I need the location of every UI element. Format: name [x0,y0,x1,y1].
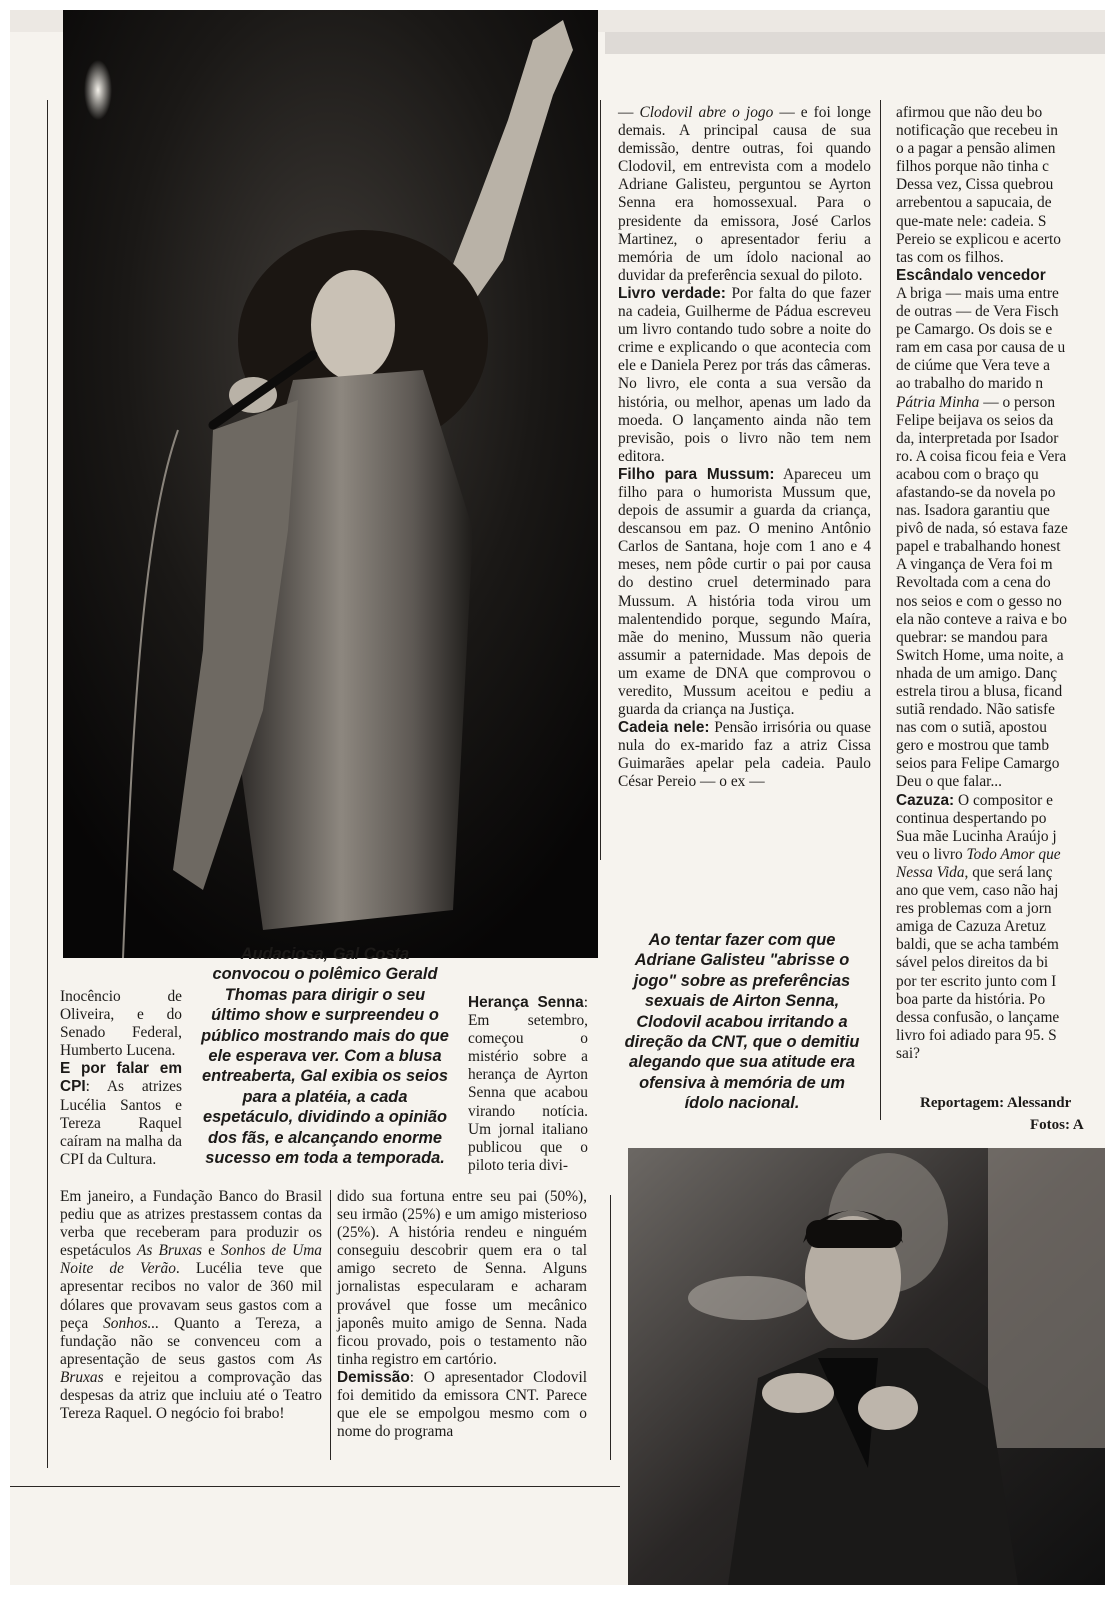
text-line: estrela tirou a blusa, ficand [896,683,1063,700]
play-title: Sonhos de Uma Noite de Verão [60,1242,322,1278]
paragraph-text: Apareceu um filho para o humorista Mussum que, depois de assumir a guarda da criança, descansou em paz. O menino Antônio Carlos de Santana, hoje com 1 ano e 4 meses, nem pôde curtir o pai por causa do destino cruel determinado para Mussum. A história toda virou um malentendido porque, segundo Maíra, mãe do menino, Mussum não queria assumir a paternidade. Mas depois de um exame de DNA que comprovou o veredito, Mussum aceitou e pediu a guarda da criança na Justiça. [618,465,871,719]
text-line: sutiã rendado. Não satisfe [896,701,1055,719]
clodovil-photo-caption: Ao tentar fazer com que Adriane Galisteu "abrisse o jogo" sobre as preferências sexuais de Airton Senna, Clodovil acabou irritando a direção da CNT, que o demitiu alegando que sua atitude era ofensiva à memória de um ídolo nacional. [624,931,860,1113]
column-rule [880,100,881,1120]
paragraph [618,285,871,466]
text-line: boa parte da história. Po [896,990,1046,1008]
paragraph [468,994,588,1175]
text: . Lucélia teve que apresentar recibos no valor de 360 mil dólares que provavam seus gastos com a peça [60,1260,322,1332]
book-title: Todo Amor que [966,845,1061,863]
column-rule [610,1195,611,1460]
text-line: quebrar: se mandou para [896,628,1048,646]
paragraph [618,719,871,791]
section-heading: Escândalo vencedor [896,266,1046,284]
section-heading: Cadeia nele: [618,719,710,737]
section-heading: Livro verdade: [618,284,726,302]
column-rule [330,1190,331,1460]
gal-photo-caption: Audaciosa, Gal Costa convocou o polêmico Gerald Thomas para dirigir o seu último show e surpreendeu o público mostrando mais do que ele esperava ver. Com a blusa entreaberta, Gal exibia os seios para a platéia, a cada espetáculo, dividindo a opinião dos fãs, e alcançando enorme sucesso em toda a temporada. [201,945,449,1168]
text-line: notificação que recebeu in [896,122,1058,140]
column-d-lines [896,882,1105,1063]
play-title: As Bruxas [60,1350,322,1386]
paragraph [337,1369,587,1441]
text: — o person [979,393,1056,411]
text: Quanto a Tereza, a fundação não se convenceu com a apresentação de seus gastos com [60,1314,322,1368]
text-line: afirmou que não deu bo [896,104,1043,121]
column-d-lines [896,285,1105,394]
text-line: dessa confusão, o lançame [896,1008,1060,1026]
paragraph-text: : Em setembro, começou o mistério sobre a herança de Ayrton Senna que acabou virando notícia. Um jornal italiano publicou que o piloto teria divi- [468,994,588,1174]
column-rule [47,100,48,1468]
novela-title: Pátria Minha [896,393,980,411]
text-line [896,864,1105,882]
text: veu o livro [896,845,967,863]
text-line: tas com os filhos. [896,248,1004,266]
text: , que será lanç [964,863,1053,881]
play-title: Sonhos... [103,1314,160,1332]
text-line [896,394,1105,412]
column-d [896,104,1105,1063]
text-line: acabou com o braço qu [896,465,1039,483]
text-line: da, interpretada por Isador [896,429,1059,447]
section-heading-line [896,267,1105,285]
text-line [896,792,1105,810]
text-line: Dessa vez, Cissa quebrou [896,176,1054,194]
text-line: papel e trabalhando honest [896,538,1061,556]
section-heading: Demissão [337,1368,410,1386]
paragraph-text: : As atrizes Lucélia Santos e Tereza Raquel caíram na malha da CPI da Cultura. [60,1078,182,1168]
text-line: seios para Felipe Camargo [896,755,1060,773]
paragraph [618,104,871,285]
text-line: Deu o que falar... [896,773,1002,791]
paragraph: dido sua fortuna entre seu pai (50%), seu irmão (25%) e um amigo misterioso (25%). A história rendeu e ninguém conseguiu descobrir quem era o tal amigo secreto de Senna. Alguns jornalistas especularam e acharam provável que fosse um mecânico japonês muito amigo de Senna. Nada ficou provado, pois o testamento não tinha registro em cartório. [337,1188,587,1368]
column-b-bottom [337,1188,587,1441]
section-heading: Filho para Mussum: [618,465,775,483]
text: O compositor e [954,791,1053,809]
text: — e foi longe demais. A principal causa de sua demissão, dentre outras, foi quando Clodovil, em entrevista com a modelo Adriane Galisteu, perguntou se Ayrton Senna era homossexual. Para o presidente da emissora, José Carlos Martinez, o apresentador feriu a memória de um ídolo nacional ao duvidar da preferência sexual do piloto. [618,104,871,284]
paragraph-text: Por falta do que fazer na cadeia, Guilherme de Pádua escreveu um livro contando tudo sobre a noite do crime e explicando o que acontecia com ele e Daniela Perez por trás das câmeras. No livro, ele conta a sua versão da história, ou melhor, apenas um lado da moeda. O lançamento ainda não tem previsão, pois o livro não tem nem editora. [618,284,871,465]
text-line: ro. A coisa ficou feia e Vera [896,447,1067,465]
text: e [202,1242,221,1260]
paragraph [60,1188,322,1423]
text-line: pe Camargo. Os dois se e [896,321,1053,339]
reportagem-credit: Reportagem: Alessandr [920,1095,1072,1111]
column-d-lines [896,104,1105,267]
column-rule [600,100,601,860]
paragraph [618,466,871,719]
column-a-wide [60,1188,322,1423]
text: — [618,104,640,121]
column-d-lines [896,412,1105,792]
paragraph-text: : O apresentador Clodovil foi demitido da emissora CNT. Parece que ele se empolgou mesmo com o nome do programa [337,1368,587,1441]
text-line: de outras — de Vera Fisch [896,303,1059,321]
column-d-lines [896,810,1105,846]
paragraph-text: Pensão irrisória ou quase nula do ex-marido faz a atriz Cissa Guimarães apelar pela cadeia. Paulo César Pereio — o ex — [618,719,871,791]
text-line: nas. Isadora garantiu que [896,502,1050,520]
clodovil-photo [628,1148,1105,1585]
text-line: ram em casa por causa de u [896,339,1066,357]
text-line [896,846,1105,864]
bottom-rule [10,1486,620,1487]
text-line: sai? [896,1044,920,1062]
fotos-credit: Fotos: A [1030,1117,1084,1133]
gal-costa-photo [63,10,598,958]
section-heading: Herança Senna [468,994,584,1011]
text-line: A briga — mais uma entre [896,284,1059,302]
book-title: Nessa Vida [896,863,965,881]
section-heading: E por falar em CPI [60,1060,182,1096]
program-title: Clodovil abre o jogo [639,104,774,121]
text: e rejeitou a comprovação das despesas da atriz que incluiu até o Teatro Tereza Raquel. O negócio foi brabo! [60,1368,322,1423]
text-line: que-mate nele: cadeia. S [896,212,1047,230]
text-line: ela não conteve a raiva e bo [896,610,1067,628]
text-line: ao trabalho do marido n [896,375,1044,393]
paragraph [60,1060,182,1169]
text-line: de ciúme que Vera teve a [896,357,1050,375]
text-line: Pereio se explicou e acerto [896,230,1061,248]
text-line: nhada de um amigo. Danç [896,664,1058,682]
text-line: o a pagar a pensão alimen [896,140,1056,158]
text-line: Switch Home, uma noite, a [896,646,1064,664]
top-band-right [605,32,1105,54]
text-line: filhos porque não tinha c [896,158,1050,176]
credits [890,1092,1105,1136]
text-line: gero e mostrou que tamb [896,737,1050,755]
text-line: Sua mãe Lucinha Araújo j [896,827,1057,845]
text-line: baldi, que se acha também [896,936,1059,954]
text-line: sável pelos direitos da bi [896,954,1049,972]
text-line: Felipe beijava os seios da [896,411,1054,429]
text-line: amiga de Cazuza Aretuz [896,918,1046,936]
section-heading: Cazuza: [896,791,955,809]
text-line: continua despertando po [896,809,1047,827]
text-line: por ter escrito junto com I [896,972,1057,990]
text-line: res problemas com a jorn [896,900,1052,918]
column-c [618,104,871,792]
paragraph: Inocêncio de Oliveira, e do Senado Federal, Humberto Lucena. [60,988,182,1060]
text: Em janeiro, a Fundação Banco do Brasil pediu que as atrizes prestassem contas da verba que receberam para produzir os espetáculos [60,1188,322,1260]
play-title: As Bruxas [137,1242,203,1260]
column-a-left [60,988,182,1169]
text-line: nos seios e com o gesso no [896,592,1062,610]
text-line: A vingança de Vera foi m [896,556,1053,574]
column-b-top [468,994,588,1175]
text-line: Revoltada com a cena do [896,574,1051,592]
text-line: ano que vem, caso não haj [896,882,1059,900]
text-line: pivô de nada, só estava faze [896,520,1068,538]
text-line: afastando-se da novela po [896,483,1056,501]
text-line: livro foi adiado para 95. S [896,1026,1057,1044]
text-line: arrebentou a sapucaia, de [896,194,1052,212]
text-line: nas com o sutiã, apostou [896,719,1047,737]
